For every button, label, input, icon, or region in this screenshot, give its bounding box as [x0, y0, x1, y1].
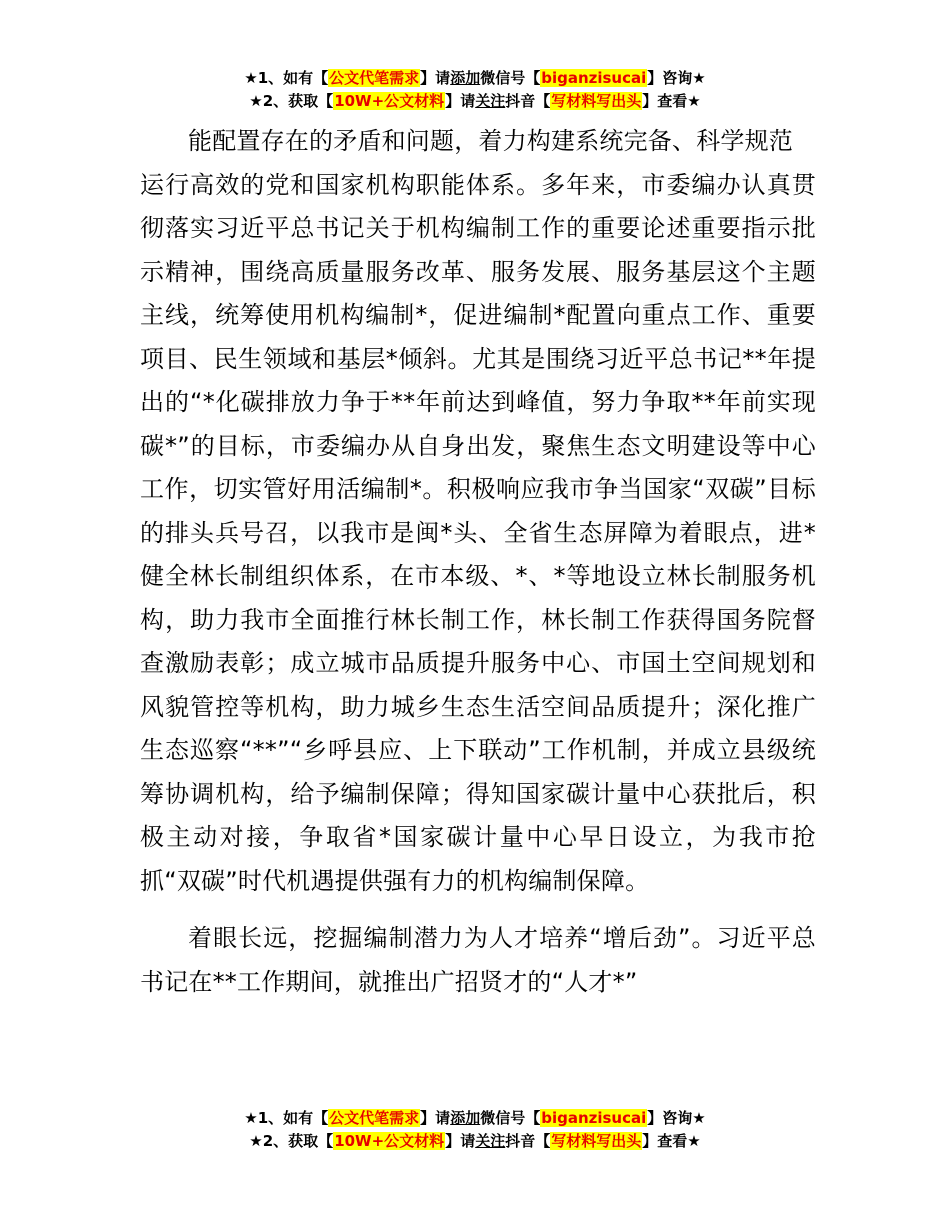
banner-text: ★1、如有【 [244, 69, 329, 87]
highlight-service: 公文代笔需求 [329, 69, 420, 87]
banner-line-2 [0, 90, 950, 113]
paragraph-2: 着眼长远，挖掘编制潜力为人才培养“增后劲”。习近平总书记在**工作期间，就推出广招贤才的“人才*” [140, 924, 816, 996]
banner-text: 抖音【 [505, 92, 551, 110]
document-body [140, 120, 816, 1004]
underlined-text: 关注 [475, 92, 506, 110]
banner-text: 】咨询★ [647, 69, 706, 87]
banner-line-1 [0, 67, 950, 90]
underlined-text: 添加 [450, 1109, 481, 1127]
banner-text: ★1、如有【 [244, 1109, 329, 1127]
banner-text: 微信号【 [480, 69, 541, 87]
banner-text: 抖音【 [505, 1132, 551, 1150]
highlight-materials: 10W+公文材料 [334, 92, 445, 110]
highlight-douyin-id: 写材料写出头 [551, 92, 642, 110]
highlight-douyin-id: 写材料写出头 [551, 1132, 642, 1150]
highlight-wechat-id: biganzisucai [541, 69, 647, 87]
banner-line-1 [0, 1107, 950, 1130]
banner-text: 微信号【 [480, 1109, 541, 1127]
banner-text: 】请 [420, 1109, 451, 1127]
banner-text: ★2、获取【 [249, 92, 334, 110]
banner-text: 】请 [420, 69, 451, 87]
banner-text: 】查看★ [642, 1132, 701, 1150]
underlined-text: 关注 [475, 1132, 506, 1150]
banner-text: 】查看★ [642, 92, 701, 110]
underlined-text: 添加 [450, 69, 481, 87]
highlight-materials: 10W+公文材料 [334, 1132, 445, 1150]
paragraph-1 [140, 120, 816, 903]
highlight-wechat-id: biganzisucai [541, 1109, 647, 1127]
header-banner [0, 67, 950, 113]
banner-line-2 [0, 1130, 950, 1153]
banner-text: 】咨询★ [647, 1109, 706, 1127]
banner-text: 】请 [445, 92, 476, 110]
paragraph-1-first-line: 能配置存在的矛盾和问题，着力构建系统完备、科学规范 [188, 127, 793, 155]
footer-banner [0, 1107, 950, 1153]
banner-text: ★2、获取【 [249, 1132, 334, 1150]
highlight-service: 公文代笔需求 [329, 1109, 420, 1127]
paragraph-1-text: 运行高效的党和国家机构职能体系。多年来，市委编办认真贯彻落实习近平总书记关于机构编制工作的重要论述重要指示批示精神，围绕高质量服务改革、服务发展、服务基层这个主题主线，统筹使用机构编制*，促进编制*配置向重点工作、重要项目、民生领域和基层*倾斜。尤其是围绕习近平总书记**年提出的“*化碳排放力争于**年前达到峰值，努力争取**年前实现碳*”的目标，市委编办从自身出发，聚焦生态文明建设等中心工作，切实管好用活编制*。积极响应我市争当国家“双碳”目标的排头兵号召，以我市是闽*头、全省生态屏障为着眼点，进*健全林长制组织体系，在市本级、*、*等地设立林长制服务机构，助力我市全面推行林长制工作，林长制工作获得国务院督查激励表彰；成立城市品质提升服务中心、市国土空间规划和风貌管控等机构，助力城乡生态生活空间品质提升；深化推广生态巡察“**”“乡呼县应、上下联动”工作机制，并成立县级统筹协调机构，给予编制保障；得知国家碳计量中心获批后，积极主动对接，争取省*国家碳计量中心早日设立，为我市抢抓“双碳”时代机遇提供强有力的机构编制保障。 [140, 170, 816, 895]
banner-text: 】请 [445, 1132, 476, 1150]
